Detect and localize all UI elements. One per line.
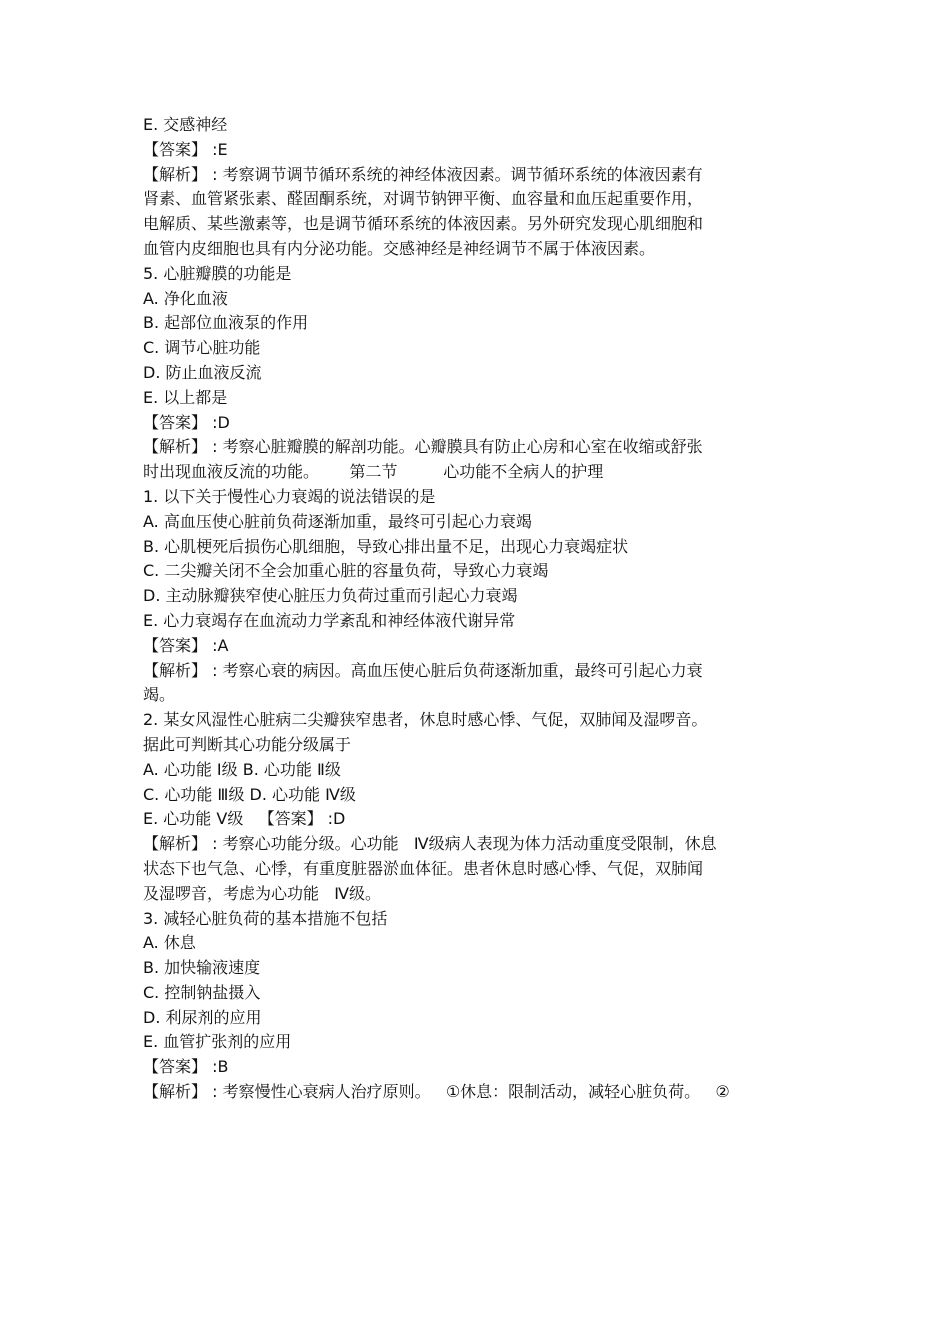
explanation-line: 【解析】 : 考察慢性心衰病人治疗原则。 ①休息：限制活动，减轻心脏负荷。 ② — [143, 1082, 730, 1102]
option-a: A. 净化血液 — [143, 288, 228, 308]
question-2: 2. 某女风湿性心脏病二尖瓣狭窄患者，休息时感心悸、气促，双肺闻及湿啰音。 — [143, 710, 708, 730]
option-c: C. 调节心脏功能 — [143, 338, 261, 358]
explanation-line: 肾素、血管紧张素、醛固酮系统，对调节钠钾平衡、血容量和血压起重要作用， — [143, 189, 704, 209]
option-b: B. 加快输液速度 — [143, 958, 261, 978]
option-d: D. 防止血液反流 — [143, 362, 262, 382]
option-d: D. 主动脉瓣狭窄使心脏压力负荷过重而引起心力衰竭 — [143, 586, 518, 606]
option-c: C. 二尖瓣关闭不全会加重心脏的容量负荷，导致心力衰竭 — [143, 561, 549, 581]
option-e: E. 以上都是 — [143, 387, 228, 407]
option-e: E. 心力衰竭存在血流动力学紊乱和神经体液代谢异常 — [143, 610, 516, 630]
explanation-line: 及湿啰音，考虑为心功能 Ⅳ级。 — [143, 883, 382, 903]
option-cd: C. 心功能 Ⅲ级 D. 心功能 Ⅳ级 — [143, 784, 356, 804]
option-ab: A. 心功能 Ⅰ级 B. 心功能 Ⅱ级 — [143, 759, 341, 779]
option-e: E. 血管扩张剂的应用 — [143, 1032, 292, 1052]
section-heading-line: 时出现血液反流的功能。 第二节 心功能不全病人的护理 — [143, 462, 604, 482]
option-b: B. 起部位血液泵的作用 — [143, 313, 309, 333]
explanation-line: 状态下也气急、心悸，有重度脏器淤血体征。患者休息时感心悸、气促，双肺闻 — [143, 858, 704, 878]
option-e: E. 交感神经 — [143, 115, 228, 134]
answer-line: 【答案】 :B — [143, 1057, 229, 1077]
question-3: 3. 减轻心脏负荷的基本措施不包括 — [143, 908, 388, 928]
option-a: A. 高血压使心脏前负荷逐渐加重，最终可引起心力衰竭 — [143, 511, 532, 531]
document-page — [143, 113, 823, 1105]
explanation-line: 竭。 — [143, 685, 176, 705]
option-a: A. 休息 — [143, 933, 196, 953]
option-d: D. 利尿剂的应用 — [143, 1007, 262, 1027]
explanation-line: 【解析】 : 考察心衰的病因。高血压使心脏后负荷逐渐加重，最终可引起心力衰 — [143, 660, 703, 680]
option-b: B. 心肌梗死后损伤心肌细胞，导致心排出量不足，出现心力衰竭症状 — [143, 536, 629, 556]
option-c: C. 控制钠盐摄入 — [143, 982, 261, 1002]
explanation-line: 血管内皮细胞也具有内分泌功能。交感神经是神经调节不属于体液因素。 — [143, 238, 656, 258]
answer-line: 【答案】 :D — [143, 412, 230, 432]
question-2-continued: 据此可判断其心功能分级属于 — [143, 734, 352, 754]
answer-line: 【答案】 :E — [143, 139, 228, 159]
question-1: 1. 以下关于慢性心力衰竭的说法错误的是 — [143, 486, 436, 506]
explanation-line: 电解质、某些激素等，也是调节循环系统的体液因素。另外研究发现心肌细胞和 — [143, 214, 704, 234]
explanation-line: 【解析】 : 考察心功能分级。心功能 Ⅳ级病人表现为体力活动重度受限制，休息 — [143, 834, 717, 854]
explanation-line: 【解析】 : 考察调节调节循环系统的神经体液因素。调节循环系统的体液因素有 — [143, 164, 703, 184]
explanation-line: 【解析】 : 考察心脏瓣膜的解剖功能。心瓣膜具有防止心房和心室在收缩或舒张 — [143, 437, 703, 457]
option-e-answer: E. 心功能 Ⅴ级 【答案】 :D — [143, 809, 346, 829]
question-5: 5. 心脏瓣膜的功能是 — [143, 263, 292, 283]
answer-line: 【答案】 :A — [143, 635, 229, 655]
